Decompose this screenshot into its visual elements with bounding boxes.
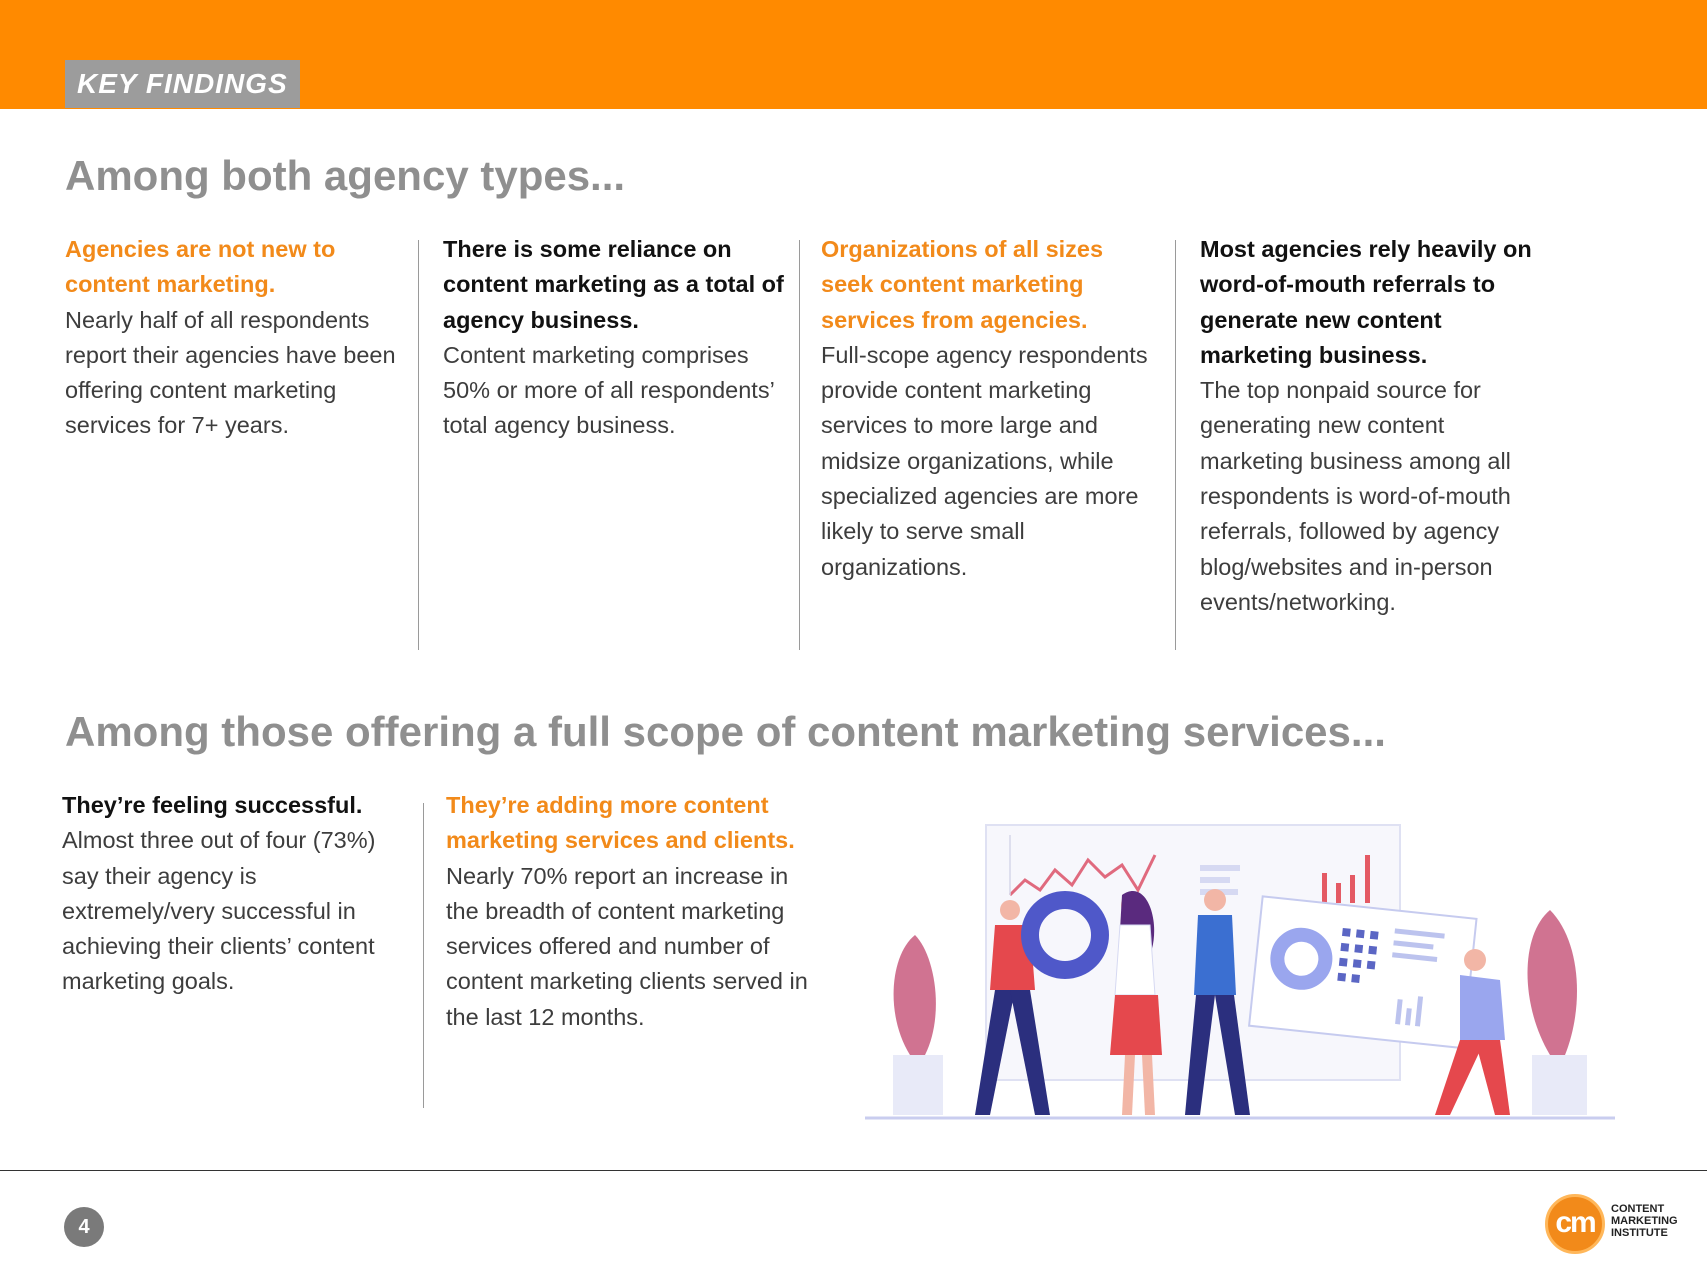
finding-2 bbox=[443, 232, 788, 444]
team-analytics-illustration bbox=[860, 815, 1620, 1125]
finding-2-body: Content marketing comprises 50% or more of all respondents’ total agency business. bbox=[443, 341, 774, 439]
page-number: 4 bbox=[64, 1207, 104, 1247]
finding-6-headline: They’re adding more content marketing services and clients. bbox=[446, 792, 795, 854]
finding-2-headline: There is some reliance on content marketing as a total of agency business. bbox=[443, 236, 784, 333]
finding-4-body: The top nonpaid source for generating new content marketing business among all respondents is word-of-mouth referrals, followed by agency blog/websites and in-person events/networking. bbox=[1200, 377, 1511, 615]
logo-mark: cm bbox=[1555, 1206, 1595, 1239]
section1-heading: Among both agency types... bbox=[65, 152, 626, 199]
cmi-logo bbox=[1545, 1192, 1695, 1262]
column-divider bbox=[1175, 240, 1176, 650]
section2-heading: Among those offering a full scope of content marketing services... bbox=[65, 708, 1386, 755]
footer-divider bbox=[0, 1170, 1707, 1171]
finding-1 bbox=[65, 232, 410, 444]
finding-4 bbox=[1200, 232, 1535, 620]
finding-1-body: Nearly half of all respondents report their agencies have been offering content marketing services for 7+ years. bbox=[65, 306, 396, 439]
finding-6 bbox=[446, 788, 826, 1035]
finding-3-body: Full-scope agency respondents provide content marketing services to more large and midsize organizations, while specialized agencies are more likely to serve small organizations. bbox=[821, 341, 1148, 580]
finding-3-headline: Organizations of all sizes seek content marketing services from agencies. bbox=[821, 236, 1104, 333]
logo-text-line-1: CONTENT bbox=[1611, 1203, 1665, 1215]
finding-3 bbox=[821, 232, 1151, 585]
key-findings-tag: KEY FINDINGS bbox=[65, 60, 300, 108]
finding-1-headline: Agencies are not new to content marketing. bbox=[65, 236, 336, 298]
finding-4-headline: Most agencies rely heavily on word-of-mouth referrals to generate new content marketing business. bbox=[1200, 236, 1532, 368]
finding-5-headline: They’re feeling successful. bbox=[62, 792, 363, 818]
column-divider bbox=[418, 240, 419, 650]
finding-5-body: Almost three out of four (73%) say their agency is extremely/very successful in achieving their clients’ content marketing goals. bbox=[62, 827, 376, 995]
logo-text-line-2: MARKETING bbox=[1611, 1215, 1678, 1227]
finding-6-body: Nearly 70% report an increase in the breadth of content marketing services offered and number of content marketing clients served in the last 12 months. bbox=[446, 862, 808, 1030]
column-divider bbox=[423, 803, 424, 1108]
column-divider bbox=[799, 240, 800, 650]
logo-wordmark bbox=[1611, 1203, 1696, 1239]
logo-text-line-3: INSTITUTE bbox=[1611, 1227, 1668, 1239]
finding-5 bbox=[62, 788, 402, 1000]
